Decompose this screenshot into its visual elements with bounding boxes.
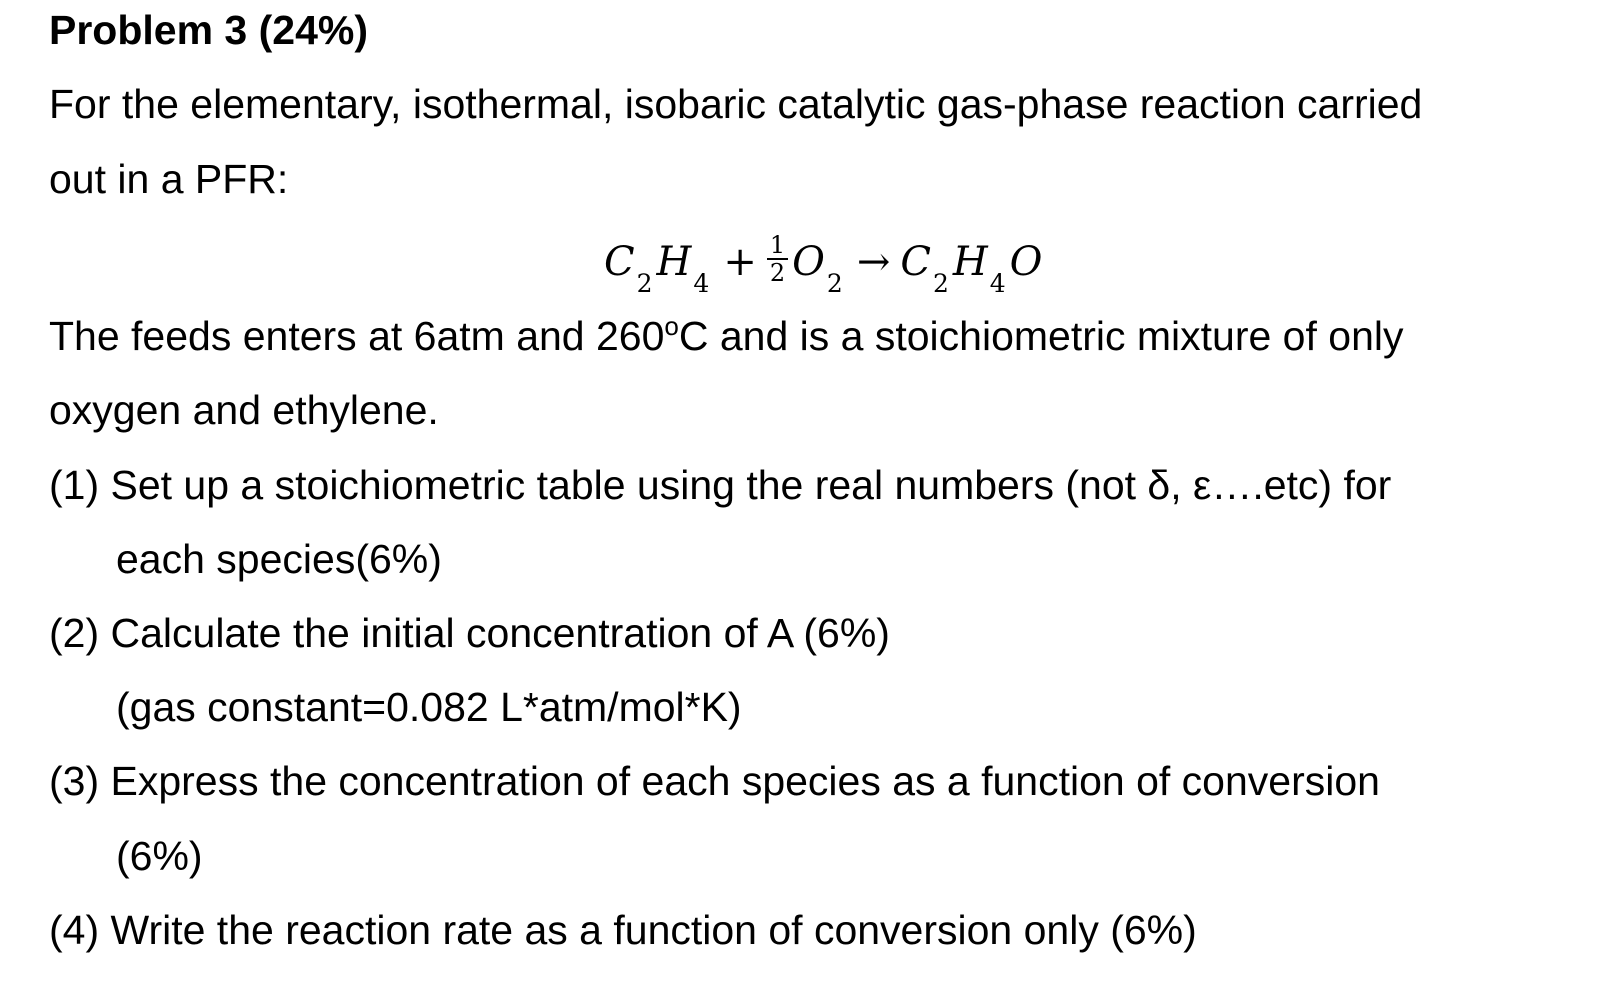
eq-fraction-denominator: 2 [769,259,786,287]
eq-product-h: H [952,239,988,285]
eq-ethylene-h-sub: 4 [693,269,710,298]
eq-fraction-numerator: 1 [767,232,788,260]
eq-product-c-sub: 2 [932,269,949,298]
intro-text-line-1: For the elementary, isothermal, isobaric catalytic gas-phase reaction carried [49,81,1423,127]
question-2-line-2: (gas constant=0.082 L*atm/mol*K) [116,684,742,730]
question-1-line-2: each species(6%) [116,536,442,582]
reaction-equation [604,232,1042,297]
question-2-line-1: (2) Calculate the initial concentration of A (6%) [49,610,890,656]
eq-product-o: O [1009,239,1043,285]
eq-ethylene-c: C [604,239,635,285]
eq-ethylene-h: H [656,239,692,285]
question-3-line-2: (6%) [116,833,203,879]
eq-oxygen-sub: 2 [826,269,843,298]
eq-plus: + [723,239,757,285]
eq-product-c: C [900,239,931,285]
eq-arrow: → [856,239,891,285]
eq-half-fraction [767,232,788,286]
question-1-line-1: (1) Set up a stoichiometric table using the real numbers (not δ, ε….etc) for [49,462,1392,508]
feed-text-part-b: C and is a stoichiometric mixture of only [678,313,1404,359]
degree-superscript: o [664,311,679,341]
intro-text-line-2: out in a PFR: [49,156,289,202]
eq-oxygen-o: O [792,239,825,285]
eq-ethylene-c-sub: 2 [636,269,653,298]
feed-text-line-2: oxygen and ethylene. [49,387,439,433]
question-3-line-1: (3) Express the concentration of each species as a function of conversion [49,758,1380,804]
question-4-line-1: (4) Write the reaction rate as a function of conversion only (6%) [49,907,1197,953]
feed-text-part-a: The feeds enters at 6atm and 260 [49,313,665,359]
eq-product-h-sub: 4 [989,269,1006,298]
feed-text-line-1 [49,312,1403,365]
problem-title: Problem 3 (24%) [49,7,368,53]
